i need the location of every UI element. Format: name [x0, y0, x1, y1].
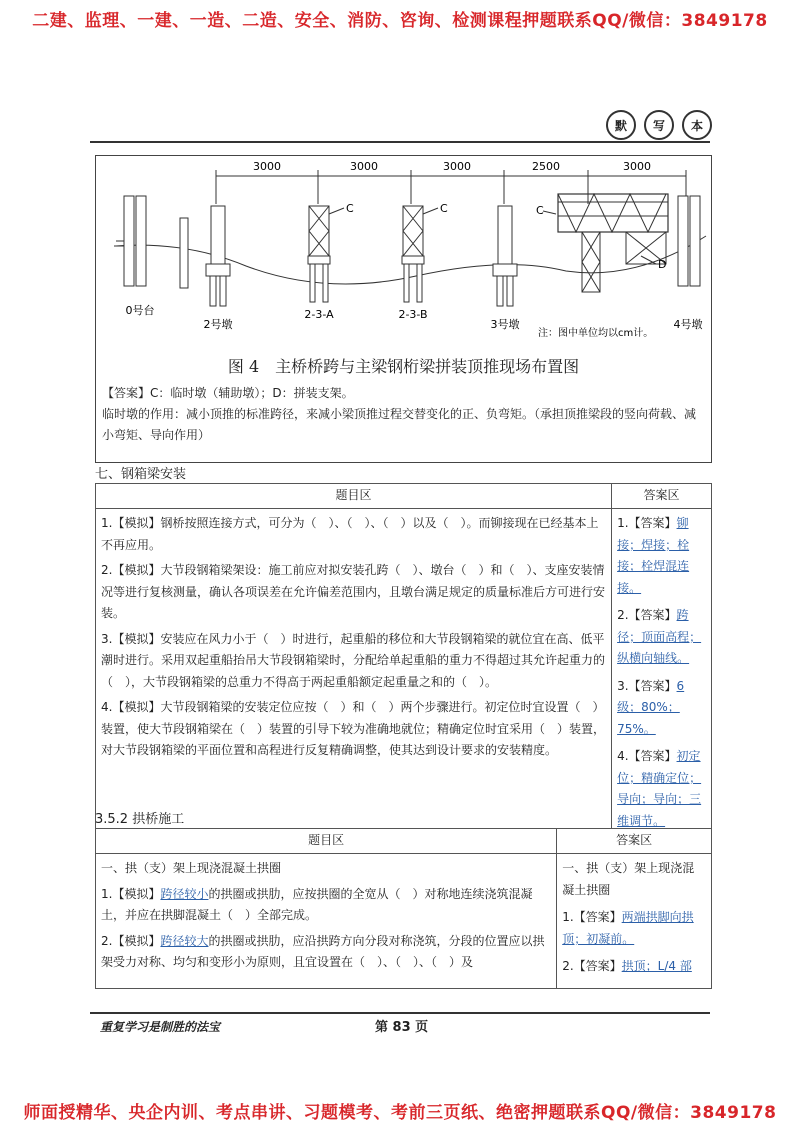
answer: 4.【答案】初定位；精确定位；导向；导向；三维调节。 [617, 749, 702, 828]
label-C: C [536, 204, 544, 217]
question: 4.【模拟】大节段钢箱梁的安装定位应按（ ）和（ ）两个步骤进行。初定位时宜设置（ ）装置，使大节段钢箱梁在（ ）装置的引导下较为准确地就位；精确定位时宜采用（ ）装置，对大节段钢箱梁的平面位置和高程进行反复精确调整，使其达到设计要求的安装精度。 [101, 700, 606, 757]
question-cell [96, 509, 612, 843]
temp-pier-2-3-B [402, 206, 424, 302]
label-D: D [658, 258, 667, 271]
badge-xie: 写 [644, 110, 674, 140]
question: 1.【模拟】钢桥按照连接方式，可分为（ ）、（ ）、（ ）以及（ ）。而铆接现在已经基本上不再应用。 [101, 516, 599, 552]
subsection-title: 一、拱（支）架上现浇混凝土拱圈 [101, 861, 282, 875]
temp-pier-2-3-A [308, 206, 330, 302]
answer: 3.【答案】6级；80%；75%。 [617, 678, 685, 736]
pier-3 [498, 206, 512, 264]
temp-pier-C [582, 232, 600, 292]
pier-1 [180, 218, 188, 288]
figure-explanation: 临时墩的作用：减小顶推的标准跨径，来减小梁顶推过程交替变化的正、负弯矩。（承担顶推梁段的竖向荷载、减小弯矩、导向作用） [102, 407, 697, 442]
bridge-layout-diagram [96, 156, 711, 351]
figure-note: 注：图中单位均以cm计。 [538, 328, 654, 339]
pier-label: 3号墩 [490, 318, 520, 331]
answer: 2.【答案】拱顶；L/4 部 [562, 959, 692, 973]
span-label: 2500 [532, 160, 560, 173]
question: 1.【模拟】跨径较小的拱圈或拱肋，应按拱圈的全宽从（ ）对称地连续浇筑混凝土，并应在拱脚混凝土（ ）全部完成。 [101, 886, 533, 922]
section-title: 3.5.2 拱桥施工 [95, 812, 185, 827]
span-label: 3000 [443, 160, 471, 173]
figure-caption: 图 4 主桥桥跨与主梁钢桁梁拼装顶推现场布置图 [227, 357, 580, 376]
qa-table-steel-box-girder [95, 483, 712, 843]
footer-rule [90, 1012, 710, 1014]
col-header-answer: 答案区 [557, 829, 712, 854]
pier-label: 0号台 [125, 304, 155, 317]
footer-motto: 重复学习是制胜的法宝 [100, 1020, 221, 1034]
pier-label: 2号墩 [203, 318, 233, 331]
page-number: 第 83 页 [375, 1020, 429, 1035]
subsection-title: 一、拱（支）架上现浇混凝土拱圈 [562, 861, 695, 897]
question-cell [96, 854, 557, 989]
question: 2.【模拟】大节段钢箱梁架设：施工前应对拟安装孔跨（ ）、墩台（ ）和（ ）、支座安装情况等进行复核测量，确认各项误差在允许偏差范围内，且墩台满足规定的质量标准后方可进行安装。 [101, 563, 606, 620]
notebook-badges [606, 110, 712, 140]
answer: 1.【答案】两端拱脚向拱顶；初凝前。 [562, 910, 694, 946]
question: 3.【模拟】安装应在风力小于（ ）时进行，起重船的移位和大节段钢箱梁的就位宜在高、低平潮时进行。采用双起重船抬吊大节段钢箱梁时，分配给单起重船的重力不得超过其允许起重力的（ ），大节段钢箱梁的总重力不得高于两起重船额定起重量之和的（ ）。 [101, 631, 606, 689]
span-label: 3000 [623, 160, 651, 173]
pier-label: 2-3-A [304, 308, 334, 321]
answer: 2.【答案】跨径；顶面高程；纵横向轴线。 [617, 608, 702, 665]
span-label: 3000 [350, 160, 378, 173]
col-header-question: 题目区 [96, 484, 612, 509]
pier-label: 4号墩 [673, 318, 703, 331]
figure-box [95, 155, 712, 463]
pier-2 [211, 206, 225, 264]
answer: 1.【答案】铆接；焊接；栓接；栓焊混连接。 [617, 516, 690, 595]
steel-truss-girder [558, 194, 668, 232]
answer-cell [612, 509, 712, 843]
question: 2.【模拟】跨径较大的拱圈或拱肋，应沿拱跨方向分段对称浇筑，分段的位置应以拱架受力对称、均匀和变形小为原则，且宜设置在（ ）、（ ）、（ ）及 [101, 933, 545, 969]
qa-table-arch-bridge [95, 828, 712, 989]
label-C: C [346, 202, 354, 215]
top-contact-banner: 二建、监理、一建、一造、二造、安全、消防、咨询、检测课程押题联系QQ/微信：3849178 [32, 11, 768, 31]
figure-answer: 【答案】C：临时墩（辅助墩）；D：拼装支架。 [102, 386, 354, 400]
pier-4 [678, 196, 688, 286]
abutment-0 [124, 196, 134, 286]
col-header-question: 题目区 [96, 829, 557, 854]
col-header-answer: 答案区 [612, 484, 712, 509]
header-rule [90, 141, 710, 143]
section-title: 七、钢箱梁安装 [95, 467, 187, 482]
bottom-contact-banner: 师面授精华、央企内训、考点串讲、习题模考、考前三页纸、绝密押题联系QQ/微信：3849178 [23, 1103, 777, 1123]
answer-cell [557, 854, 712, 989]
badge-mo: 默 [606, 110, 636, 140]
label-C: C [440, 202, 448, 215]
pier-label: 2-3-B [398, 308, 428, 321]
badge-ben: 本 [682, 110, 712, 140]
span-label: 3000 [253, 160, 281, 173]
